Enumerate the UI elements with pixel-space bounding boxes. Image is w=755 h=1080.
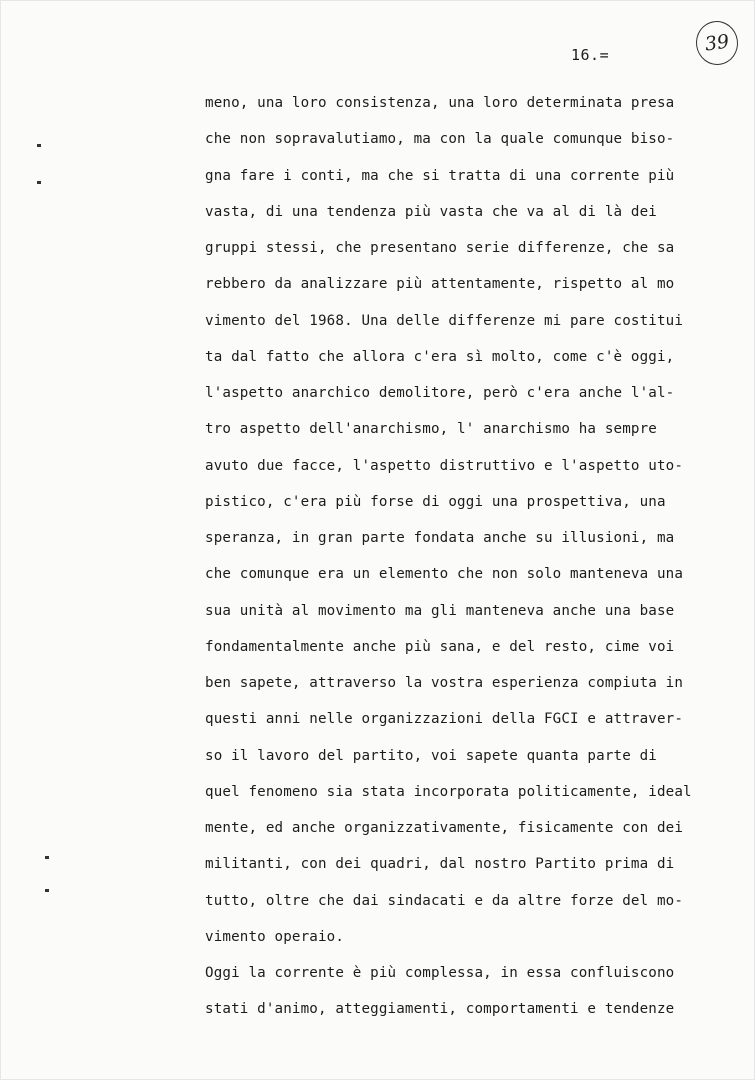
text-line: gna fare i conti, ma che si tratta di una corrente più bbox=[205, 167, 675, 184]
text-line: ben sapete, attraverso la vostra esperienza compiuta in bbox=[205, 675, 684, 691]
text-line: rebbero da analizzare più attentamente, rispetto al mo bbox=[205, 276, 675, 293]
text-line: che non sopravalutiamo, ma con la quale comunque biso- bbox=[205, 131, 675, 148]
text-line: tro aspetto dell'anarchismo, l' anarchismo ha sempre bbox=[205, 421, 657, 438]
folio-number: 39 bbox=[703, 30, 731, 56]
margin-mark bbox=[45, 856, 49, 859]
margin-mark bbox=[45, 889, 49, 892]
text-line: avuto due facce, l'aspetto distruttivo e l'aspetto uto- bbox=[205, 457, 684, 474]
text-line: vasta, di una tendenza più vasta che va al di là dei bbox=[205, 203, 657, 220]
text-line: stati d'animo, atteggiamenti, comportamenti e tendenze bbox=[205, 1001, 675, 1018]
paragraph-1 bbox=[205, 89, 717, 959]
text-line: tutto, oltre che dai sindacati e da altre forze del mo- bbox=[205, 892, 684, 909]
text-line: vimento operaio. bbox=[205, 928, 345, 945]
text-line: che comunque era un elemento che non solo manteneva una bbox=[205, 566, 684, 583]
text-line: speranza, in gran parte fondata anche su illusioni, ma bbox=[205, 530, 675, 546]
text-line: quel fenomeno sia stata incorporata politicamente, ideal bbox=[205, 783, 692, 800]
text-line: gruppi stessi, che presentano serie differenze, che sa bbox=[205, 240, 675, 256]
text-line: Oggi la corrente è più complessa, in essa confluiscono bbox=[205, 965, 675, 981]
text-line: so il lavoro del partito, voi sapete quanta parte di bbox=[205, 747, 657, 764]
folio-stamp bbox=[693, 18, 741, 67]
margin-mark bbox=[37, 181, 41, 184]
text-line: vimento del 1968. Una delle differenze mi pare costitui bbox=[205, 312, 684, 329]
text-line: questi anni nelle organizzazioni della FGCI e attraver- bbox=[205, 711, 684, 728]
text-line: sua unità al movimento ma gli manteneva anche una base bbox=[205, 602, 675, 619]
paragraph-2 bbox=[205, 959, 717, 1032]
text-line: fondamentalmente anche più sana, e del resto, cime voi bbox=[205, 638, 675, 655]
text-line: l'aspetto anarchico demolitore, però c'era anche l'al- bbox=[205, 385, 675, 401]
text-line: mente, ed anche organizzativamente, fisicamente con dei bbox=[205, 820, 684, 836]
margin-mark bbox=[37, 144, 41, 147]
text-line: meno, una loro consistenza, una loro determinata presa bbox=[205, 95, 675, 111]
page-number: 16.= bbox=[571, 46, 610, 64]
text-line: militanti, con dei quadri, dal nostro Partito prima di bbox=[205, 856, 675, 873]
text-line: pistico, c'era più forse di oggi una prospettiva, una bbox=[205, 493, 666, 510]
text-line: ta dal fatto che allora c'era sì molto, come c'è oggi, bbox=[205, 348, 675, 365]
